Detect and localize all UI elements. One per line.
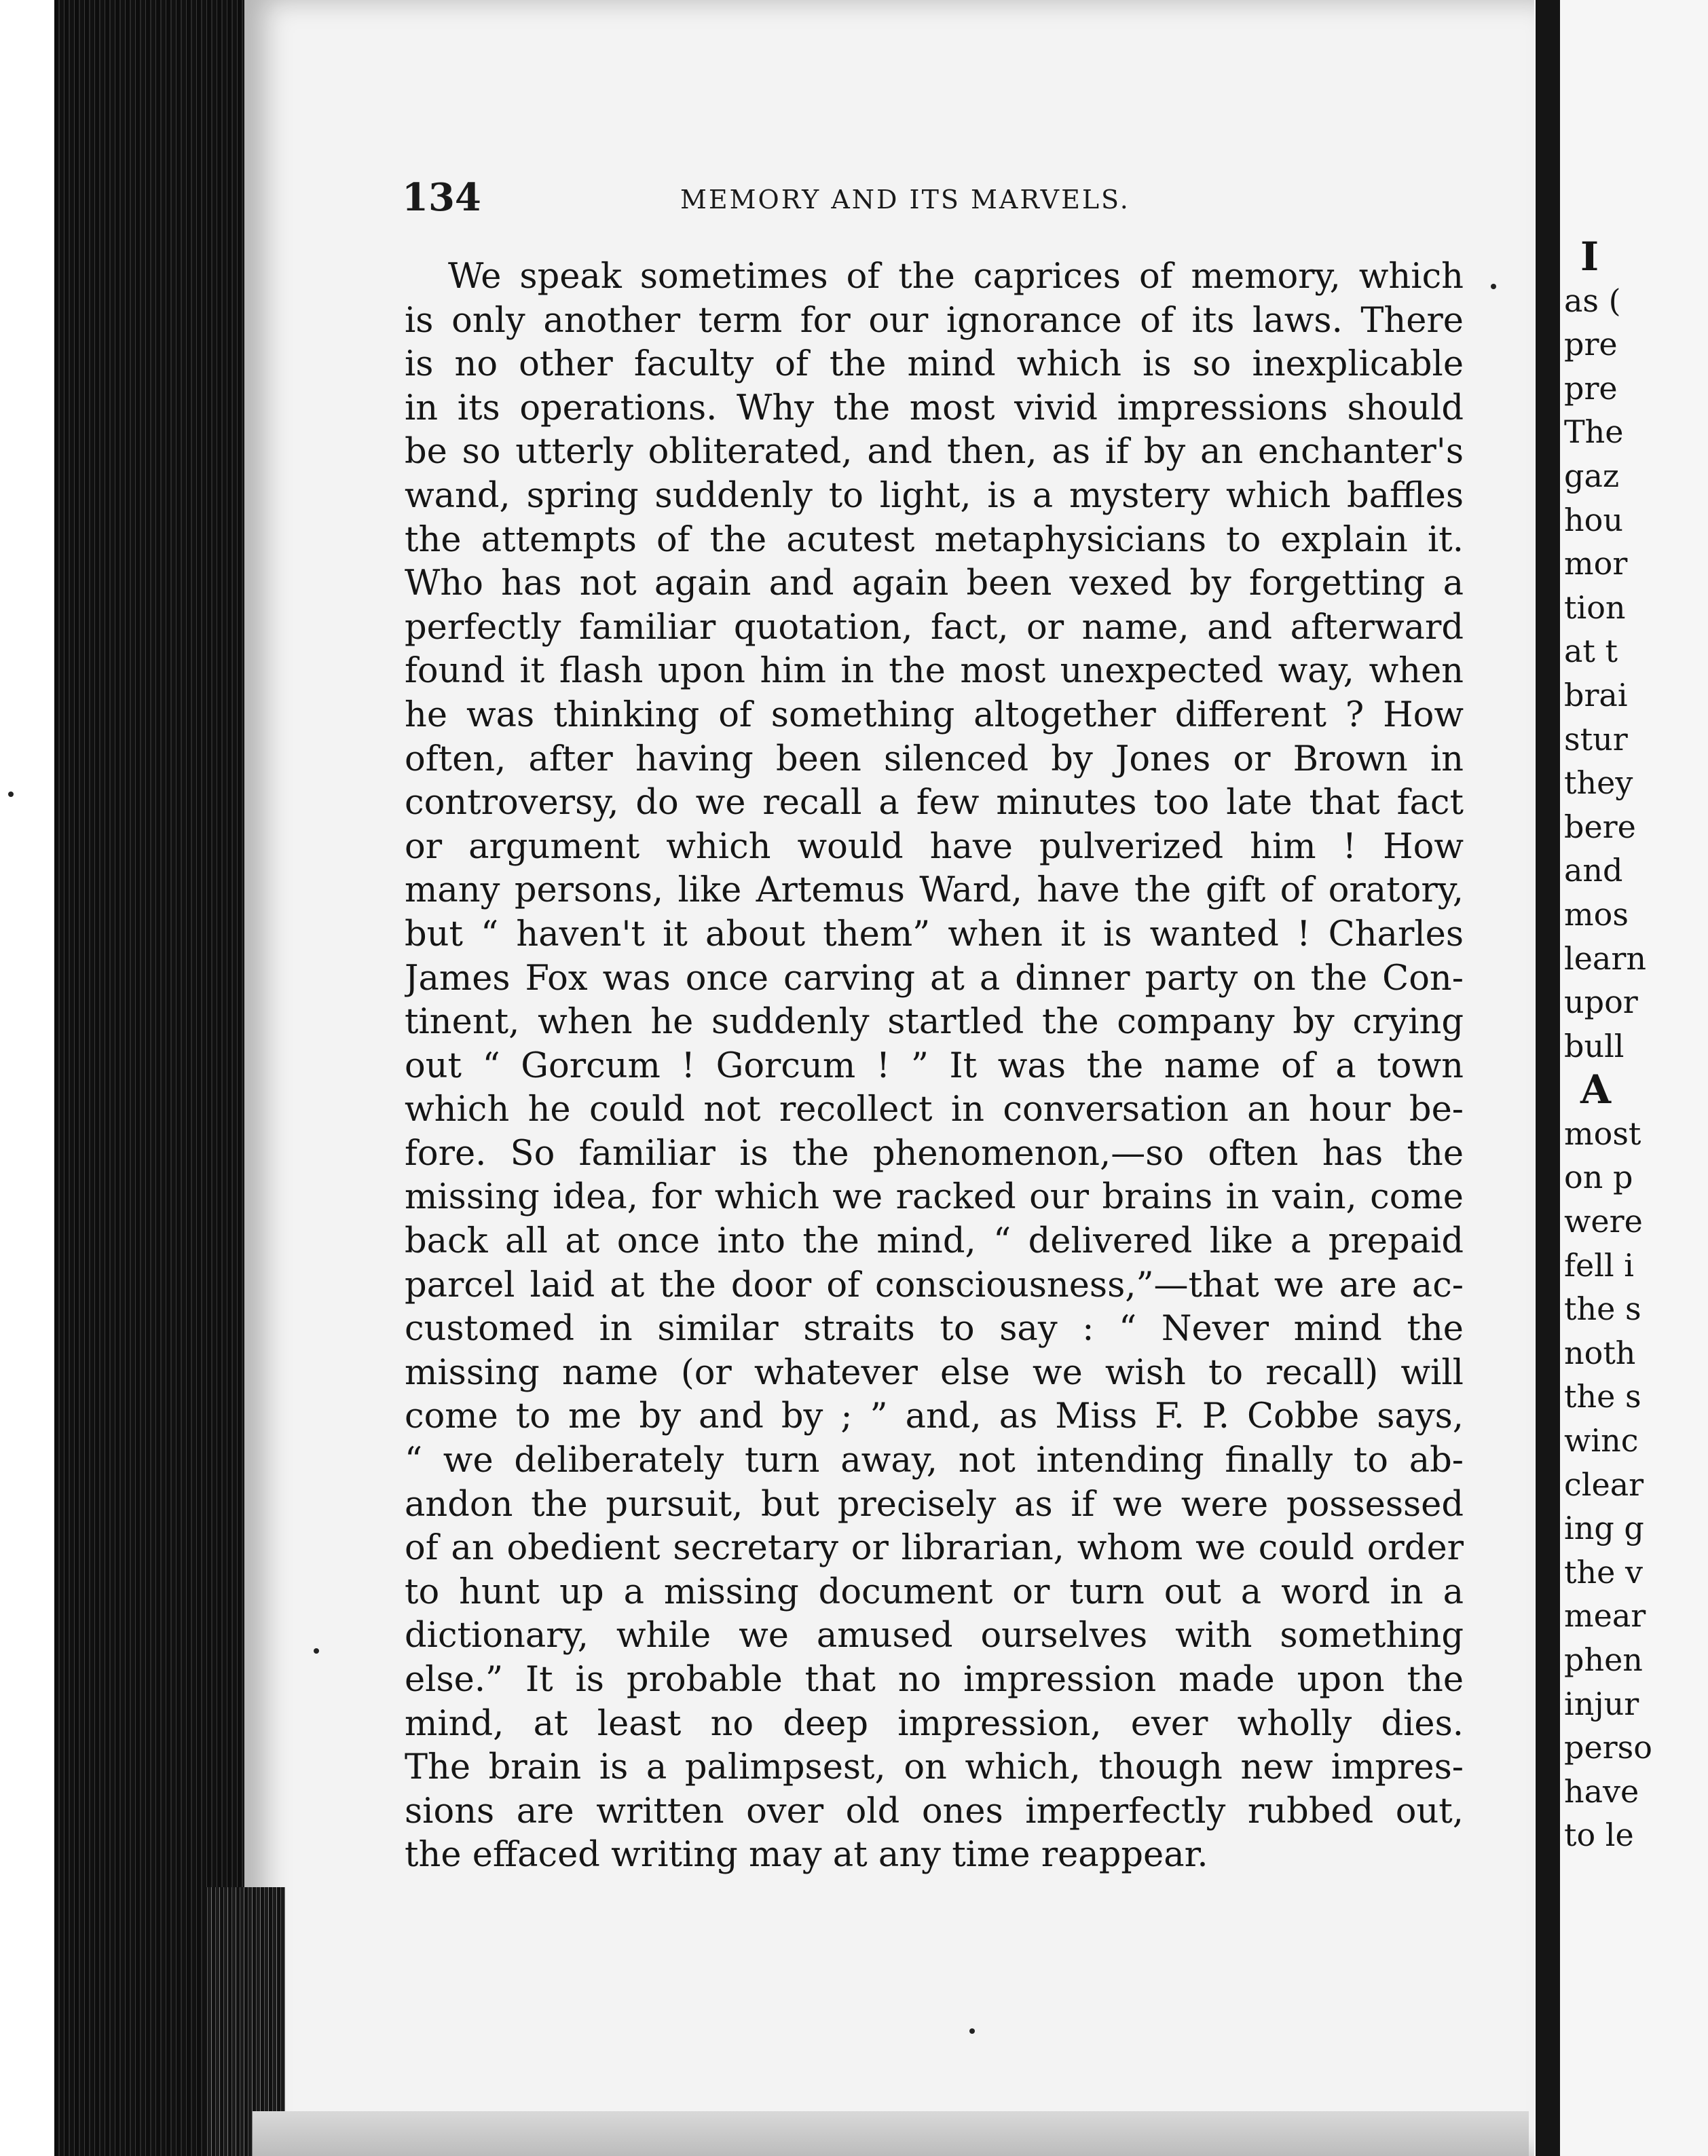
- dust-speck: [969, 2028, 975, 2034]
- text-line: mind, at least no deep impression, ever wholly dies.: [405, 1703, 1464, 1744]
- right-fragment: injur: [1564, 1685, 1639, 1722]
- text-line: tinent, when he suddenly startled the company by crying: [405, 1002, 1464, 1043]
- text-line: andon the pursuit, but precisely as if we were possessed: [405, 1484, 1464, 1525]
- text-line: he was thinking of something altogether different ? How: [405, 694, 1464, 735]
- text-line: the attempts of the acutest metaphysicians to explain it.: [405, 519, 1464, 560]
- right-fragment: gaz: [1564, 457, 1620, 494]
- text-line: of an obedient secretary or librarian, whom we could order: [405, 1528, 1464, 1569]
- right-fragment: pre: [1564, 326, 1618, 363]
- right-fragment: The: [1564, 413, 1624, 451]
- text-line: else.” It is probable that no impression made upon the: [405, 1660, 1464, 1700]
- text-line: missing idea, for which we racked our brains in vain, come: [405, 1177, 1464, 1218]
- text-line: parcel laid at the door of consciousness,”—that we are ac-: [405, 1265, 1464, 1305]
- right-fragment: at t: [1564, 633, 1618, 670]
- right-fragment: hou: [1564, 501, 1623, 538]
- text-line: be so utterly obliterated, and then, as if by an enchanter's: [405, 432, 1464, 472]
- page-bottom-edge: [253, 2111, 1529, 2156]
- right-fragment: stur: [1564, 720, 1628, 758]
- book-gutter: [1536, 0, 1560, 2156]
- text-line: perfectly familiar quotation, fact, or name, and afterward: [405, 607, 1464, 648]
- running-title: MEMORY AND ITS MARVELS.: [680, 185, 1130, 215]
- body-paragraph: [405, 255, 1464, 1878]
- right-fragment: bere: [1564, 808, 1636, 845]
- text-line: missing name (or whatever else we wish to recall) will: [405, 1352, 1464, 1393]
- page-number: 134: [402, 175, 481, 220]
- text-line: sions are written over old ones imperfectly rubbed out,: [405, 1791, 1464, 1832]
- right-fragment: the s: [1564, 1378, 1641, 1415]
- right-fragment: I: [1580, 234, 1599, 280]
- right-fragment: most: [1564, 1115, 1641, 1152]
- right-fragment: fell i: [1564, 1246, 1635, 1284]
- right-fragment: brai: [1564, 676, 1628, 713]
- right-fragment: have: [1564, 1772, 1639, 1810]
- text-line: often, after having been silenced by Jones or Brown in: [405, 739, 1464, 779]
- right-fragment: ing g: [1564, 1510, 1644, 1547]
- right-fragment: and: [1564, 852, 1623, 889]
- running-head: [402, 175, 1203, 236]
- text-line: found it flash upon him in the most unexpected way, when: [405, 651, 1464, 692]
- text-line: many persons, like Artemus Ward, have the gift of oratory,: [405, 870, 1464, 911]
- right-fragment: to le: [1564, 1817, 1634, 1854]
- right-fragment: perso: [1564, 1729, 1652, 1766]
- right-fragment: A: [1580, 1066, 1612, 1113]
- text-line: but “ haven't it about them” when it is wanted ! Charles: [405, 914, 1464, 954]
- text-line: back all at once into the mind, “ delivered like a prepaid: [405, 1221, 1464, 1262]
- text-line: is only another term for our ignorance of its laws. There: [405, 300, 1464, 341]
- text-line: dictionary, while we amused ourselves with something: [405, 1616, 1464, 1656]
- right-fragment: were: [1564, 1203, 1643, 1240]
- right-fragment: mear: [1564, 1597, 1646, 1635]
- right-fragment: learn: [1564, 940, 1646, 977]
- right-fragment: mor: [1564, 545, 1628, 582]
- text-line: wand, spring suddenly to light, is a mystery which baffles: [405, 475, 1464, 516]
- right-page-text-fragments: [1564, 235, 1708, 1857]
- right-fragment: bull: [1564, 1027, 1625, 1064]
- text-line: customed in similar straits to say : “ Never mind the: [405, 1309, 1464, 1350]
- text-line: controversy, do we recall a few minutes too late that fact: [405, 783, 1464, 823]
- text-line: in its operations. Why the most vivid impressions should: [405, 388, 1464, 428]
- text-line: “ we deliberately turn away, not intending finally to ab-: [405, 1441, 1464, 1481]
- text-line: is no other faculty of the mind which is so inexplicable: [405, 344, 1464, 385]
- book-page-edges: [54, 0, 258, 2156]
- right-fragment: phen: [1564, 1641, 1643, 1678]
- right-fragment: the v: [1564, 1553, 1643, 1591]
- text-line: James Fox was once carving at a dinner party on the Con-: [405, 958, 1464, 999]
- text-line: come to me by and by ; ” and, as Miss F. P. Cobbe says,: [405, 1396, 1464, 1437]
- right-fragment: pre: [1564, 369, 1618, 407]
- text-line: The brain is a palimpsest, on which, though new impres-: [405, 1747, 1464, 1788]
- right-fragment: mos: [1564, 895, 1629, 933]
- text-line: Who has not again and again been vexed by forgetting a: [405, 563, 1464, 604]
- right-fragment: tion: [1564, 589, 1626, 626]
- text-line: the effaced writing may at any time reappear.: [405, 1835, 1208, 1876]
- right-fragment: winc: [1564, 1422, 1639, 1460]
- text-line: out “ Gorcum ! Gorcum ! ” It was the name of a town: [405, 1045, 1464, 1086]
- text-line: We speak sometimes of the caprices of memory, which: [448, 257, 1464, 297]
- right-fragment: on p: [1564, 1159, 1633, 1196]
- text-line: which he could not recollect in conversation an hour be-: [405, 1090, 1464, 1130]
- text-line: or argument which would have pulverized him ! How: [405, 826, 1464, 867]
- right-fragment: they: [1564, 764, 1633, 802]
- right-fragment: as (: [1564, 282, 1621, 319]
- right-fragment: clear: [1564, 1466, 1644, 1503]
- dust-speck: [314, 1648, 319, 1654]
- dust-speck: [1491, 284, 1496, 289]
- right-fragment: upor: [1564, 984, 1638, 1021]
- dust-speck: [8, 792, 14, 797]
- right-fragment: noth: [1564, 1334, 1636, 1371]
- right-fragment: the s: [1564, 1290, 1641, 1328]
- text-line: fore. So familiar is the phenomenon,—so often has the: [405, 1133, 1464, 1174]
- text-line: to hunt up a missing document or turn out a word in a: [405, 1572, 1464, 1612]
